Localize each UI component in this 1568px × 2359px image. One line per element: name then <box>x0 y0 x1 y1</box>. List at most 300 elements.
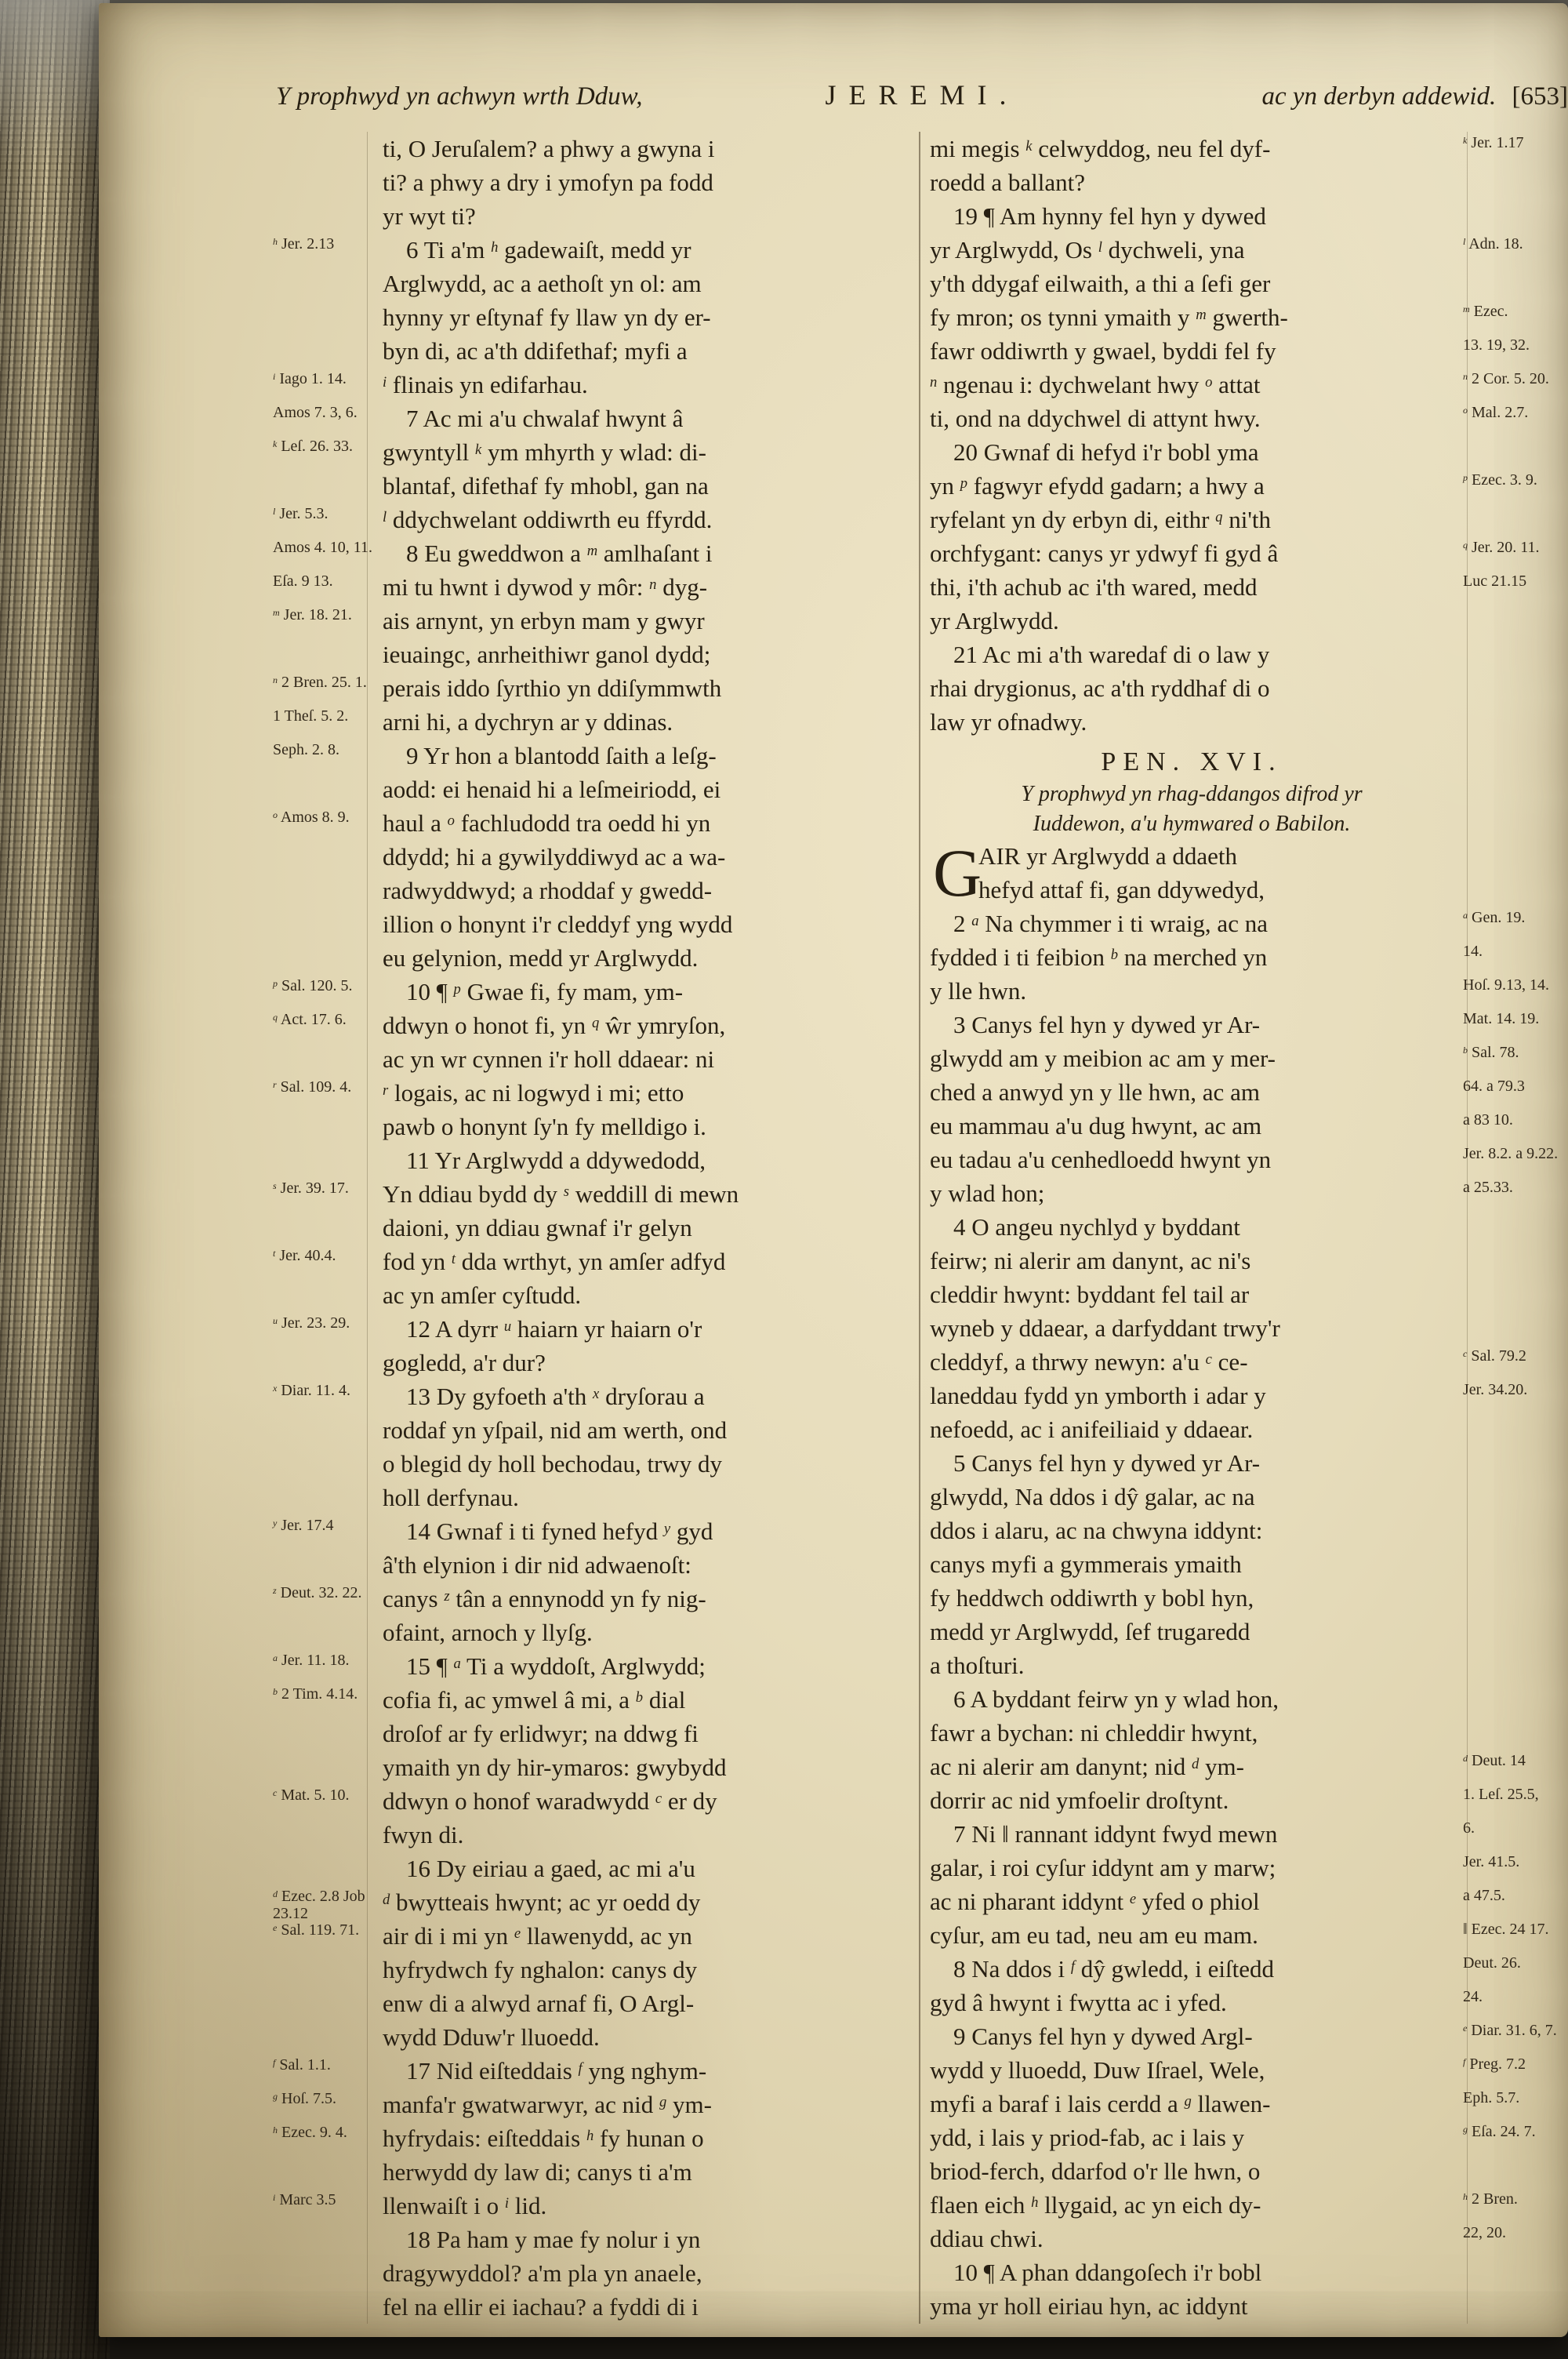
margin-note: $^x$ Diar. 11. 4. <box>273 1382 351 1399</box>
verse-text: 17 Nid eiſteddais $^f$ yng nghym- <box>406 2057 707 2085</box>
text-line <box>273 604 909 638</box>
text-line <box>930 1008 1540 1041</box>
verse-text: 4 O angeu nychlyd y byddant <box>953 1213 1240 1241</box>
text-line <box>930 2087 1520 2121</box>
text-line <box>930 2154 1454 2188</box>
running-head-left: Y prophwyd yn achwyn wrth Dduw, <box>276 82 643 111</box>
text-line <box>930 368 1549 402</box>
text-line <box>273 1514 909 1548</box>
text-line <box>383 874 909 907</box>
verse-text: cyſur, am eu tad, neu am eu mam. <box>930 1921 1258 1949</box>
verse-text: ac ni pharant iddynt $^e$ yfed o phiol <box>930 1888 1260 1915</box>
book-page <box>99 3 1568 2337</box>
column-divider <box>909 132 930 2324</box>
verse-text: y lle hwn. <box>930 977 1027 1005</box>
verse-text: hyfrydwch fy nghalon: canys dy <box>383 1956 698 1983</box>
text-line <box>273 1649 909 1683</box>
margin-note: Amos 7. 3, 6. <box>273 404 358 421</box>
text-line <box>930 1514 1454 1547</box>
margin-note: $^m$ Jer. 18. 21. <box>273 606 352 623</box>
text-line <box>273 536 909 570</box>
margin-note: 24. <box>1463 1988 1483 2005</box>
text-line <box>930 1783 1539 1817</box>
verse-text: ddwyn o honot fi, yn $^q$ ŵr ymryſon, <box>383 1012 726 1039</box>
text-line <box>383 638 909 671</box>
verse-text: o blegid dy holl bechodau, trwy dy <box>383 1450 723 1478</box>
text-line <box>273 233 909 267</box>
margin-note: $^a$ Jer. 11. 18. <box>273 1652 350 1669</box>
text-line <box>273 705 909 739</box>
text-line <box>383 1110 909 1143</box>
text-line <box>930 1952 1521 1986</box>
margin-note: $^t$ Jer. 40.4. <box>273 1247 336 1264</box>
text-line <box>383 1042 909 1076</box>
chapter-heading <box>930 739 1454 780</box>
margin-note: a 83 10. <box>1463 1111 1513 1129</box>
text-line <box>383 165 909 199</box>
margin-note: $^i$ Marc 3.5 <box>273 2191 336 2208</box>
text-line <box>930 1109 1513 1143</box>
text-line <box>930 1210 1454 1244</box>
verse-text: y'th ddygaf eilwaith, a thi a ſefi ger <box>930 270 1271 297</box>
text-line <box>273 503 909 536</box>
verse-text: 6 A byddant feirw yn y wlad hon, <box>953 1685 1279 1713</box>
verse-text: 8 Na ddos i $^f$ dŷ gwledd, i eiſtedd <box>953 1955 1274 1983</box>
verse-text: myfi a baraf i lais cerdd a $^g$ llawen- <box>930 2090 1271 2117</box>
text-line <box>930 1851 1520 1885</box>
verse-text: ryfelant yn dy erbyn di, eithr $^q$ ni'th <box>930 506 1272 533</box>
verse-text: ac yn amſer cyſtudd. <box>383 1281 582 1309</box>
margin-note: $^c$ Mat. 5. 10. <box>273 1787 350 1804</box>
verse-text: medd yr Arglwydd, ſef trugaredd <box>930 1618 1250 1645</box>
verse-text: eu tadau a'u cenhedloedd hwynt yn <box>930 1146 1272 1173</box>
margin-note: $^o$ Amos 8. 9. <box>273 809 350 826</box>
text-line <box>930 2121 1536 2154</box>
text-line <box>273 368 909 402</box>
text-line <box>930 1750 1526 1783</box>
text-line <box>383 1986 909 2020</box>
text-line <box>273 1784 909 1818</box>
text-line <box>930 435 1454 469</box>
margin-note: $^m$ Ezec. <box>1463 303 1508 320</box>
margin-note: Eſa. 9 13. <box>273 572 333 590</box>
text-line <box>383 1616 909 1649</box>
text-line <box>930 267 1454 300</box>
verse-text: â'th elynion i dir nid adwaenoſt: <box>383 1551 691 1579</box>
text-line <box>930 1379 1528 1412</box>
verse-text: 13 Dy gyfoeth a'th $^x$ dryſorau a <box>406 1383 705 1410</box>
verse-text: holl derfynau. <box>383 1484 519 1511</box>
text-line <box>273 1009 909 1042</box>
margin-note: $^i$ Iago 1. 14. <box>273 370 347 387</box>
verse-text: 16 Dy eiriau a gaed, ac mi a'u <box>406 1855 695 1882</box>
verse-text: 12 A dyrr $^u$ haiarn yr haiarn o'r <box>406 1315 702 1343</box>
margin-note: Eph. 5.7. <box>1463 2089 1520 2106</box>
text-line <box>930 536 1540 570</box>
verse-text: gwyntyll $^k$ ym mhyrth y wlad: di- <box>383 438 706 466</box>
verse-text: perais iddo ſyrthio yn ddiſymmwth <box>383 674 722 702</box>
text-line <box>930 1244 1454 1278</box>
verse-text: wyneb y ddaear, a darfyddant trwy'r <box>930 1314 1280 1342</box>
verse-text: galar, i roi cyſur iddynt am y marw; <box>930 1854 1276 1881</box>
verse-text: ydd, i lais y priod-fab, ac i lais y <box>930 2124 1245 2151</box>
verse-text: ddos i alaru, ac na chwyna iddynt: <box>930 1517 1263 1544</box>
margin-note: Hoſ. 9.13, 14. <box>1463 976 1549 994</box>
margin-note: $^n$ 2 Cor. 5. 20. <box>1463 370 1549 387</box>
text-line <box>383 1717 909 1750</box>
margin-note: $^e$ Diar. 31. 6, 7. <box>1463 2022 1557 2039</box>
margin-note: $^d$ Deut. 14 <box>1463 1752 1526 1769</box>
text-line <box>383 907 909 941</box>
book-title: JEREMI. <box>825 79 1019 111</box>
text-line <box>273 402 909 435</box>
verse-text: arni hi, a dychryn ar y ddinas. <box>383 708 673 736</box>
verse-text: dorrir ac nid ymfoelir droſtynt. <box>930 1787 1229 1814</box>
verse-text: 15 ¶ $^a$ Ti a wyddoſt, Arglwydd; <box>406 1652 706 1680</box>
verse-text: eu gelynion, medd yr Arglwydd. <box>383 944 699 972</box>
verse-text: flaen eich $^h$ llygaid, ac yn eich dy- <box>930 2191 1261 2219</box>
text-line <box>383 1481 909 1514</box>
verse-text: hynny yr eſtynaf fy llaw yn dy er- <box>383 304 711 331</box>
text-line <box>930 1716 1454 1750</box>
margin-note: $^h$ 2 Bren. <box>1463 2190 1518 2208</box>
verse-text: fel na ellir ei iachau? a fyddi di i <box>383 2293 699 2321</box>
margin-note: a 25.33. <box>1463 1179 1513 1196</box>
verse-text: fy heddwch oddiwrth y bobl hyn, <box>930 1584 1254 1612</box>
verse-text: feirw; ni alerir am danynt, ac ni's <box>930 1247 1251 1274</box>
chapter-summary <box>930 780 1454 809</box>
verse-text: $^l$ ddychwelant oddiwrth eu ffyrdd. <box>383 506 713 533</box>
page-number: [653] <box>1512 82 1568 111</box>
text-line <box>273 1582 909 1616</box>
text-line <box>273 1379 909 1413</box>
running-header <box>276 78 1568 111</box>
text-line <box>383 941 909 975</box>
verse-text: PEN. XVI. <box>1101 747 1283 776</box>
text-line <box>930 2222 1506 2255</box>
verse-text: orchfygant: canys yr ydwyf fi gyd â <box>930 540 1279 567</box>
verse-text: $^i$ flinais yn edifarhau. <box>383 371 588 398</box>
verse-text: 6 Ti a'm $^h$ gadewaiſt, medd yr <box>406 236 691 264</box>
text-line <box>930 2019 1557 2053</box>
verse-text: 7 Ac mi a'u chwalaf hwynt â <box>406 405 684 432</box>
margin-note: $^h$ Jer. 2.13 <box>273 235 335 253</box>
verse-text: yr wyt ti? <box>383 202 476 230</box>
verse-text: Arglwydd, ac a aethoſt yn ol: am <box>383 270 702 297</box>
margin-note: $^k$ Jer. 1.17 <box>1463 134 1524 151</box>
verse-text: yn $^p$ fagwyr efydd gadarn; a hwy a <box>930 472 1265 500</box>
verse-text: 2 $^a$ Na chymmer i ti wraig, ac na <box>953 910 1268 937</box>
text-line <box>383 2290 909 2324</box>
verse-text: 10 ¶ $^p$ Gwae fi, fy mam, ym- <box>406 978 684 1005</box>
verse-text: fod yn $^t$ dda wrthyt, yn amſer adfyd <box>383 1248 726 1275</box>
margin-note: $^b$ Sal. 78. <box>1463 1044 1519 1061</box>
verse-text: gogledd, a'r dur? <box>383 1349 546 1376</box>
text-line <box>273 1919 909 1953</box>
verse-text: 14 Gwnaf i ti fyned hefyd $^y$ gyd <box>406 1518 713 1545</box>
verse-text: aodd: ei henaid hi a leſmeiriodd, ei <box>383 776 721 803</box>
verse-text: wydd Dduw'r lluoedd. <box>383 2023 600 2051</box>
text-line <box>273 1245 909 1278</box>
text-line <box>930 1075 1525 1109</box>
text-line <box>930 570 1527 604</box>
text-line <box>930 1176 1513 1210</box>
verse-text: Yn ddiau bydd dy $^s$ weddill di mewn <box>383 1180 739 1208</box>
margin-note: Seph. 2. 8. <box>273 741 339 758</box>
text-line <box>383 199 909 233</box>
verse-text: ti, O Jeruſalem? a phwy a gwyna i <box>383 135 715 162</box>
verse-text: 7 Ni ‖ rannant iddynt fwyd mewn <box>953 1820 1278 1848</box>
verse-text: fawr oddiwrth y gwael, byddi fel fy <box>930 337 1276 365</box>
text-line <box>383 132 909 165</box>
verse-text: 20 Gwnaf di hefyd i'r bobl yma <box>953 438 1259 466</box>
text-line <box>930 1615 1454 1648</box>
text-line <box>383 1278 909 1312</box>
verse-text: 11 Yr Arglwydd a ddywedodd, <box>406 1147 706 1174</box>
verse-text: laneddau fydd yn ymborth i adar y <box>930 1382 1266 1409</box>
verse-text: yr Arglwydd. <box>930 607 1059 634</box>
verse-text: canys $^z$ tân a ennynodd yn fy nig- <box>383 1585 706 1612</box>
text-line <box>930 705 1454 739</box>
text-line <box>930 1345 1526 1379</box>
verse-text: ti? a phwy a dry i ymofyn pa fodd <box>383 169 713 196</box>
margin-note: $^b$ 2 Tim. 4.14. <box>273 1685 358 1703</box>
verse-text: ti, ond na ddychwel di attynt hwy. <box>930 405 1261 432</box>
verse-text: eu mammau a'u dug hwynt, ac am <box>930 1112 1262 1140</box>
verse-text: fy mron; os tynni ymaith y $^m$ gwerth- <box>930 304 1288 331</box>
verse-text: 9 Canys fel hyn y dywed Argl- <box>953 2023 1253 2050</box>
verse-text: fydded i ti feibion $^b$ na merched yn <box>930 943 1268 971</box>
verse-text: 5 Canys fel hyn y dywed yr Ar- <box>953 1449 1261 1477</box>
text-line <box>383 334 909 368</box>
text-line <box>930 469 1537 503</box>
margin-note: $^o$ Mal. 2.7. <box>1463 404 1529 421</box>
text-line <box>930 1547 1454 1581</box>
verse-text: hyfrydais: eiſteddais $^h$ fy hunan o <box>383 2125 704 2152</box>
text-line <box>930 604 1454 638</box>
verse-text: Y prophwyd yn rhag-ddangos difrod yr <box>1021 782 1363 806</box>
text-line <box>930 132 1524 165</box>
text-line <box>383 1447 909 1481</box>
margin-note: $^n$ 2 Bren. 25. 1. <box>273 674 367 691</box>
margin-note: $^l$ Jer. 5.3. <box>273 505 328 522</box>
verse-text: ddydd; hi a gywilyddiwyd ac a wa- <box>383 843 726 871</box>
verse-text: radwyddwyd; a rhoddaf y gwedd- <box>383 877 713 904</box>
verse-text: cleddyf, a thrwy newyn: a'u $^c$ ce- <box>930 1348 1248 1376</box>
margin-note: 1. Leſ. 25.5, <box>1463 1786 1539 1803</box>
verse-text: herwydd dy law di; canys ti a'm <box>383 2158 692 2186</box>
verse-text: blantaf, difethaf fy mhobl, gan na <box>383 472 709 500</box>
text-line <box>383 1346 909 1379</box>
verse-text: ais arnynt, yn erbyn mam y gwyr <box>383 607 705 634</box>
verse-text: $^n$ ngenau i: dychwelant hwy $^o$ attat <box>930 371 1261 398</box>
verse-text: pawb o honynt ſy'n fy melldigo i. <box>383 1113 706 1140</box>
verse-text: illion o honynt i'r cleddyf yng wydd <box>383 911 733 938</box>
text-line <box>930 402 1529 435</box>
running-head-right-text: ac yn derbyn addewid. <box>1261 82 1497 111</box>
verse-text: ddwyn o honof waradwydd $^c$ er dy <box>383 1787 717 1815</box>
verse-text: droſof ar fy erlidwyr; na ddwg fi <box>383 1720 699 1747</box>
text-columns <box>273 132 1559 2324</box>
margin-note: 6. <box>1463 1819 1475 1837</box>
text-line <box>930 1817 1475 1851</box>
verse-text: ched a anwyd yn y lle hwn, ac am <box>930 1078 1260 1106</box>
verse-text: 10 ¶ A phan ddangoſech i'r bobl <box>953 2259 1262 2286</box>
margin-note: $^z$ Deut. 32. 22. <box>273 1584 362 1601</box>
verse-text: y wlad hon; <box>930 1180 1045 1207</box>
text-line <box>383 300 909 334</box>
margin-note: $^a$ Gen. 19. <box>1463 909 1526 926</box>
margin-note: $^k$ Leſ. 26. 33. <box>273 438 353 455</box>
verse-text: yma yr holl eiriau hyn, ac iddynt <box>930 2292 1248 2320</box>
text-line <box>383 772 909 806</box>
text-line <box>930 165 1454 199</box>
text-line <box>273 435 909 469</box>
text-line <box>383 469 909 503</box>
margin-note: $^g$ Eſa. 24. 7. <box>1463 2123 1536 2140</box>
verse-text: rhai drygionus, ac a'th ryddhaf di o <box>930 674 1270 702</box>
text-line <box>930 2289 1454 2323</box>
margin-note: $^f$ Sal. 1.1. <box>273 2056 331 2074</box>
text-line <box>383 1852 909 1885</box>
text-line <box>930 1885 1505 1918</box>
margin-note: 64. a 79.3 <box>1463 1078 1525 1095</box>
verse-text: 3 Canys fel hyn y dywed yr Ar- <box>953 1011 1261 1038</box>
verse-text: daioni, yn ddiau gwnaf i'r gelyn <box>383 1214 692 1241</box>
margin-note: 13. 19, 32. <box>1463 336 1530 354</box>
margin-note: $^l$ Adn. 18. <box>1463 235 1523 253</box>
margin-note: $^p$ Ezec. 3. 9. <box>1463 471 1537 489</box>
text-line <box>930 2255 1454 2289</box>
text-line <box>930 1311 1454 1345</box>
margin-note: a 47.5. <box>1463 1887 1505 1904</box>
margin-note: $^e$ Sal. 119. 71. <box>273 1921 360 1939</box>
text-line <box>383 1818 909 1852</box>
margin-note: $^c$ Sal. 79.2 <box>1463 1347 1526 1365</box>
verse-text: canys myfi a gymmerais ymaith <box>930 1550 1242 1578</box>
text-line <box>273 1076 909 1110</box>
text-line <box>930 1682 1454 1716</box>
verse-text: a thoſturi. <box>930 1652 1025 1679</box>
text-line <box>383 2256 909 2290</box>
text-line <box>930 974 1549 1008</box>
text-line <box>273 570 909 604</box>
text-line <box>930 1446 1454 1480</box>
margin-note: $^u$ Jer. 23. 29. <box>273 1314 350 1332</box>
text-line <box>273 1177 909 1211</box>
margin-note: $^q$ Jer. 20. 11. <box>1463 539 1540 556</box>
margin-note: $^f$ Preg. 7.2 <box>1463 2055 1526 2073</box>
text-line <box>273 671 909 705</box>
text-line <box>930 199 1454 233</box>
margin-note: Amos 4. 10, 11. <box>273 539 373 556</box>
text-line <box>930 300 1508 334</box>
verse-text: cleddir hwynt: byddant fel tail ar <box>930 1281 1250 1308</box>
page-edges <box>0 0 110 2359</box>
verse-text: byn di, ac a'th ddifethaf; myfi a <box>383 337 688 365</box>
text-line <box>930 334 1530 368</box>
margin-note: Jer. 8.2. a 9.22. <box>1463 1145 1559 1162</box>
text-line <box>930 1041 1519 1075</box>
margin-note: $^y$ Jer. 17.4 <box>273 1517 334 1534</box>
verse-text: 18 Pa ham y mae fy nolur i yn <box>406 2226 701 2253</box>
text-line <box>383 1953 909 1986</box>
text-line <box>383 840 909 874</box>
text-line <box>930 907 1526 940</box>
text-line <box>383 1413 909 1447</box>
verse-text: wydd y lluoedd, Duw Iſrael, Wele, <box>930 2056 1265 2084</box>
left-column <box>273 132 909 2324</box>
margin-note: $^q$ Act. 17. 6. <box>273 1011 347 1028</box>
verse-text: mi tu hwnt i dywod y môr: $^n$ dyg- <box>383 573 708 601</box>
text-line <box>273 2088 909 2121</box>
text-line <box>273 1683 909 1717</box>
verse-text: law yr ofnadwy. <box>930 708 1087 736</box>
verse-text: yr Arglwydd, Os $^l$ dychweli, yna <box>930 236 1245 264</box>
verse-text: fawr a bychan: ni chleddir hwynt, <box>930 1719 1258 1747</box>
text-line <box>273 1885 909 1922</box>
margin-note: $^s$ Jer. 39. 17. <box>273 1180 349 1197</box>
verse-text: 21 Ac mi a'th waredaf di o law y <box>953 641 1270 668</box>
verse-text: air di i mi yn $^e$ llawenydd, ac yn <box>383 1922 692 1950</box>
text-line <box>383 1548 909 1582</box>
verse-text: $^d$ bwytteais hwynt; ac yr oedd dy <box>383 1888 701 1916</box>
verse-text: dragywyddol? a'm pla yn anaele, <box>383 2259 702 2287</box>
text-line <box>930 940 1483 974</box>
verse-text: ieuaingc, anrheithiwr ganol dydd; <box>383 641 711 668</box>
margin-note: $^r$ Sal. 109. 4. <box>273 1078 352 1096</box>
margin-note: ‖ Ezec. 24 17. <box>1463 1921 1549 1938</box>
verse-text: mi megis $^k$ celwyddog, neu fel dyf- <box>930 135 1271 162</box>
verse-text: ymaith yn dy hir-ymaros: gwybydd <box>383 1754 727 1781</box>
verse-text: AIR yr Arglwydd a ddaeth <box>978 842 1238 870</box>
verse-text: nefoedd, ac i anifeiliaid y ddaear. <box>930 1416 1254 1443</box>
verse-text: ddiau chwi. <box>930 2225 1044 2252</box>
margin-note: $^h$ Ezec. 9. 4. <box>273 2124 347 2141</box>
text-line <box>273 2189 909 2223</box>
verse-text: Iuddewon, a'u hymwared o Babilon. <box>1033 812 1351 836</box>
verse-text: ac ni alerir am danynt; nid $^d$ ym- <box>930 1753 1244 1780</box>
margin-note: $^p$ Sal. 120. 5. <box>273 977 353 994</box>
verse-text: 19 ¶ Am hynny fel hyn y dywed <box>953 202 1266 230</box>
margin-note: 14. <box>1463 943 1483 960</box>
margin-note: Mat. 14. 19. <box>1463 1010 1540 1027</box>
text-line <box>273 806 909 840</box>
verse-text: haul a $^o$ fachludodd tra oedd hi yn <box>383 809 711 837</box>
text-line <box>273 2121 909 2155</box>
margin-note: Jer. 41.5. <box>1463 1853 1520 1870</box>
text-line <box>930 1648 1454 1682</box>
margin-note: $^d$ Ezec. 2.8 Job 23.12 <box>273 1888 365 1922</box>
text-line <box>930 671 1454 705</box>
margin-note: 1 Theſ. 5. 2. <box>273 707 349 725</box>
verse-text: hefyd attaf fi, gan ddywedyd, <box>978 876 1265 903</box>
verse-text: enw di a alwyd arnaf fi, O Argl- <box>383 1990 695 2017</box>
verse-text: roddaf yn yſpail, nid am werth, ond <box>383 1416 728 1444</box>
text-line <box>273 1312 909 1346</box>
text-line <box>383 2020 909 2054</box>
text-line <box>930 2053 1526 2087</box>
text-line <box>273 975 909 1009</box>
text-line <box>383 1143 909 1177</box>
text-line <box>930 1918 1549 1952</box>
text-line <box>930 638 1454 671</box>
verse-text: $^r$ logais, ac ni logwyd i mi; etto <box>383 1079 684 1107</box>
text-line <box>930 1143 1559 1176</box>
margin-note: Luc 21.15 <box>1463 572 1527 590</box>
text-line <box>930 2188 1518 2222</box>
text-line <box>383 2223 909 2256</box>
